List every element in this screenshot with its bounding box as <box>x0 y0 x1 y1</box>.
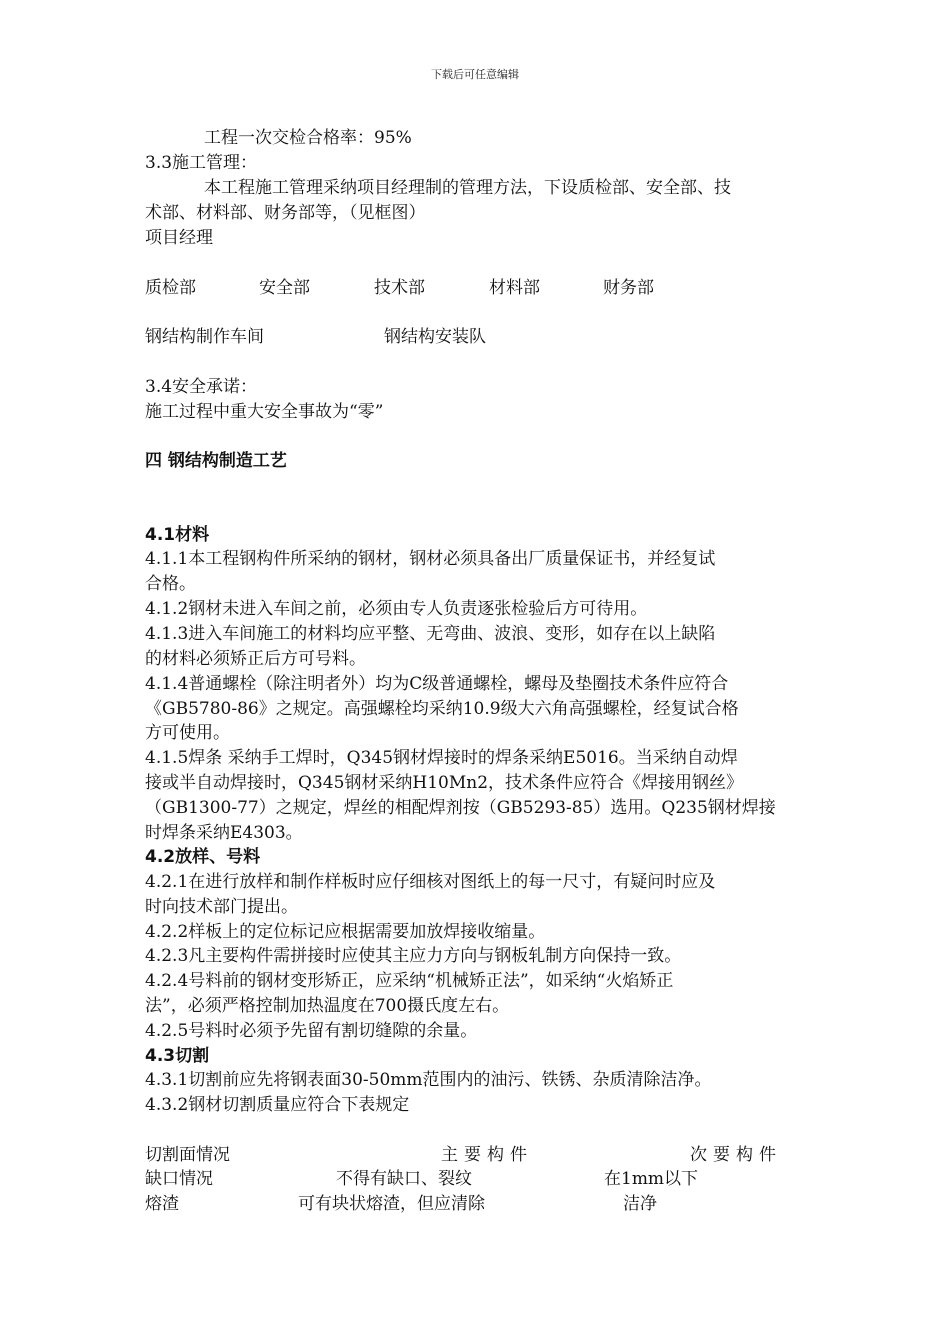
pass-rate-line: 工程一次交检合格率：95% <box>204 128 412 148</box>
text-line: 4.1.5焊条 采纳手工焊时，Q345钢材焊接时的焊条采纳E5016。当采纳自动焊 <box>145 748 738 768</box>
text-line: 时向技术部门提出。 <box>145 897 298 917</box>
text-line: 4.3.1切割前应先将钢表面30-50mm范围内的油污、铁锈、杂质清除洁净。 <box>145 1070 712 1090</box>
table-cell: 熔渣 <box>145 1194 179 1214</box>
text-line: 法”，必须严格控制加热温度在700摄氏度左右。 <box>145 996 510 1016</box>
org-department: 质检部 <box>145 278 196 298</box>
text-line: 方可使用。 <box>145 723 230 743</box>
text-line: （GB1300-77）之规定，焊丝的相配焊剂按（GB5293-85）选用。Q235钢材焊接 <box>145 798 776 818</box>
table-cell: 在1mm以下 <box>604 1169 699 1189</box>
text-line: 4.2.3凡主要构件需拼接时应使其主应力方向与钢板轧制方向保持一致。 <box>145 946 682 966</box>
org-department: 安全部 <box>259 278 310 298</box>
org-department: 材料部 <box>489 278 540 298</box>
section-3-3-title: 3.3施工管理： <box>145 153 258 173</box>
management-paragraph-line-1: 本工程施工管理采纳项目经理制的管理方法，下设质检部、安全部、技 <box>204 178 731 198</box>
text-line: 4.1.4普通螺栓（除注明者外）均为C级普通螺栓，螺母及垫圈技术条件应符合 <box>145 674 729 694</box>
management-paragraph-line-2: 术部、材料部、财务部等，（见框图） <box>145 203 426 223</box>
text-line: 4.2.5号料时必须予先留有割切缝隙的余量。 <box>145 1021 478 1041</box>
org-department: 技术部 <box>374 278 425 298</box>
text-line: 合格。 <box>145 574 196 594</box>
table-header-cell: 次要构件 <box>690 1145 782 1165</box>
text-line: 4.1.3进入车间施工的材料均应平整、无弯曲、波浪、变形，如存在以上缺陷 <box>145 624 716 644</box>
org-project-manager: 项目经理 <box>145 228 213 248</box>
section-4-3-title: 4.3切割 <box>145 1046 210 1066</box>
org-team: 钢结构安装队 <box>384 327 486 347</box>
page-header: 下载后可任意编辑 <box>431 68 519 81</box>
table-header-cell: 主要构件 <box>441 1145 533 1165</box>
text-line: 4.1.2钢材未进入车间之前，必须由专人负责逐张检验后方可待用。 <box>145 599 648 619</box>
text-line: 4.2.2样板上的定位标记应根据需要加放焊接收缩量。 <box>145 922 546 942</box>
table-header-cell: 切割面情况 <box>145 1145 230 1165</box>
text-line: 的材料必须矫正后方可号料。 <box>145 649 366 669</box>
text-line: 4.3.2钢材切割质量应符合下表规定 <box>145 1095 410 1115</box>
table-cell: 不得有缺口、裂纹 <box>336 1169 472 1189</box>
org-department: 财务部 <box>603 278 654 298</box>
section-3-4-title: 3.4安全承诺： <box>145 377 258 397</box>
text-line: 4.2.4号料前的钢材变形矫正，应采纳“机械矫正法”，如采纳“火焰矫正 <box>145 971 674 991</box>
table-cell: 缺口情况 <box>145 1169 213 1189</box>
safety-commitment-line: 施工过程中重大安全事故为“零” <box>145 402 384 422</box>
text-line: 4.1.1本工程钢构件所采纳的钢材，钢材必须具备出厂质量保证书，并经复试 <box>145 549 716 569</box>
text-line: 4.2.1在进行放样和制作样板时应仔细核对图纸上的每一尺寸，有疑问时应及 <box>145 872 716 892</box>
table-cell: 可有块状熔渣，但应清除 <box>298 1194 485 1214</box>
section-4-1-title: 4.1材料 <box>145 525 210 545</box>
table-cell: 洁净 <box>623 1194 657 1214</box>
text-line: 接或半自动焊接时，Q345钢材采纳H10Mn2，技术条件应符合《焊接用钢丝》 <box>145 773 744 793</box>
section-4-2-title: 4.2放样、号料 <box>145 847 261 867</box>
text-line: 《GB5780-86》之规定。高强螺栓均采纳10.9级大六角高强螺栓，经复试合格 <box>145 699 739 719</box>
org-team: 钢结构制作车间 <box>145 327 264 347</box>
chapter-4-title: 四 钢结构制造工艺 <box>145 451 287 471</box>
text-line: 时焊条采纳E4303。 <box>145 823 303 843</box>
